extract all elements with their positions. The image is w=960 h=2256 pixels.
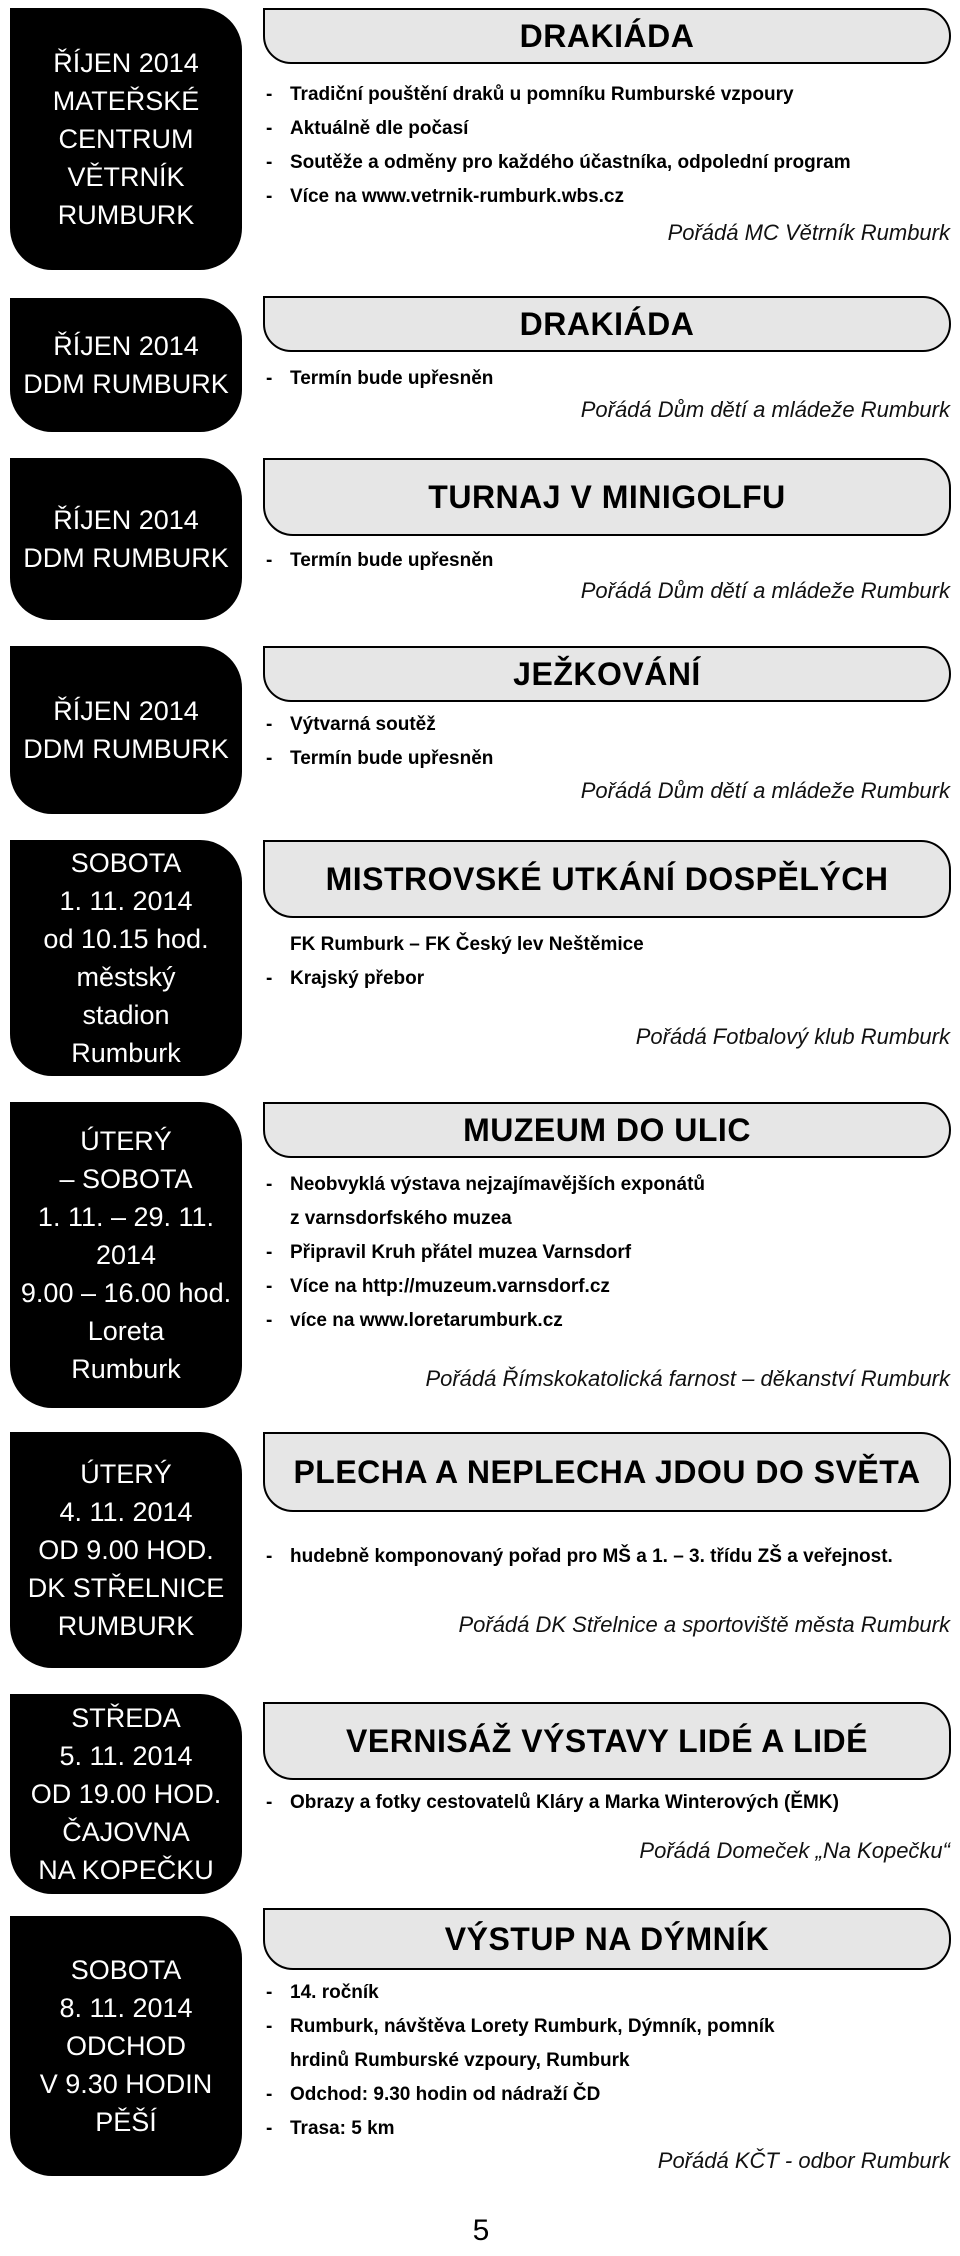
date-line: 8. 11. 2014 bbox=[59, 1993, 193, 2023]
date-line: SOBOTA bbox=[70, 1955, 182, 1985]
event-title: VERNISÁŽ VÝSTAVY LIDÉ A LIDÉ bbox=[263, 1702, 951, 1780]
date-line: RUMBURK bbox=[57, 200, 195, 230]
date-line: Rumburk bbox=[71, 1038, 181, 1068]
event-date-box bbox=[10, 1102, 242, 1408]
date-line: ČAJOVNA bbox=[62, 1817, 190, 1847]
event-title: DRAKIÁDA bbox=[263, 8, 951, 64]
date-line: 1. 11. – 29. 11. bbox=[37, 1202, 215, 1232]
detail-item: - Termín bude upřesněn bbox=[266, 742, 950, 776]
date-line: – SOBOTA bbox=[59, 1164, 193, 1194]
event-date-box bbox=[10, 646, 242, 814]
date-line: CENTRUM bbox=[58, 124, 194, 154]
date-line: 4. 11. 2014 bbox=[59, 1497, 193, 1527]
detail-item: - Více na www.vetrnik-rumburk.wbs.cz bbox=[266, 180, 950, 214]
detail-item-continued: hrdinů Rumburské vzpoury, Rumburk bbox=[290, 2050, 630, 2071]
event-date-box bbox=[10, 840, 242, 1076]
date-line: 2014 bbox=[95, 1240, 157, 1270]
date-line: městský bbox=[76, 962, 176, 992]
date-line: ODCHOD bbox=[66, 2031, 186, 2061]
detail-item: - 14. ročník bbox=[266, 1976, 950, 2010]
detail-item: - Tradiční pouštění draků u pomníku Rumburské vzpoury bbox=[266, 78, 950, 112]
date-line: ŘÍJEN 2014 bbox=[53, 331, 199, 361]
date-line: ÚTERÝ bbox=[80, 1126, 172, 1156]
date-line: od 10.15 hod. bbox=[43, 924, 209, 954]
detail-intro: FK Rumburk – FK Český lev Neštěmice bbox=[290, 934, 644, 955]
event-details bbox=[266, 1976, 950, 2146]
date-line: 1. 11. 2014 bbox=[59, 886, 193, 916]
date-line: V 9.30 HODIN bbox=[39, 2069, 213, 2099]
detail-item: - Připravil Kruh přátel muzea Varnsdorf bbox=[266, 1236, 950, 1270]
detail-item: - Neobvyklá výstava nejzajímavějších exponátů bbox=[266, 1168, 950, 1202]
date-line: NA KOPEČKU bbox=[38, 1855, 214, 1885]
event-details bbox=[266, 1168, 950, 1338]
detail-item: - Obrazy a fotky cestovatelů Kláry a Marka Winterových (ĚMK) bbox=[266, 1786, 950, 1820]
event-date-box bbox=[10, 1432, 242, 1668]
event-title: MUZEUM DO ULIC bbox=[263, 1102, 951, 1158]
date-line: 9.00 – 16.00 hod. bbox=[20, 1278, 232, 1308]
event-date-box bbox=[10, 1694, 242, 1894]
detail-item: - Odchod: 9.30 hodin od nádraží ČD bbox=[266, 2078, 950, 2112]
date-line: VĚTRNÍK bbox=[67, 162, 185, 192]
event-title: TURNAJ V MINIGOLFU bbox=[263, 458, 951, 536]
page-number: 5 bbox=[472, 2214, 490, 2247]
date-line: 5. 11. 2014 bbox=[59, 1741, 193, 1771]
detail-item-continued: z varnsdorfského muzea bbox=[290, 1208, 512, 1229]
date-line: ŘÍJEN 2014 bbox=[53, 696, 199, 726]
event-date-box bbox=[10, 298, 242, 432]
event-title: VÝSTUP NA DÝMNÍK bbox=[263, 1908, 951, 1970]
date-line: DDM RUMBURK bbox=[23, 543, 229, 573]
event-organizer: Pořádá KČT - odbor Rumburk bbox=[657, 2148, 950, 2173]
date-line: SOBOTA bbox=[70, 848, 182, 878]
event-title: MISTROVSKÉ UTKÁNÍ DOSPĚLÝCH bbox=[263, 840, 951, 918]
date-line: ŘÍJEN 2014 bbox=[53, 505, 199, 535]
event-organizer: Pořádá DK Střelnice a sportoviště města Rumburk bbox=[458, 1612, 950, 1637]
date-line: ÚTERÝ bbox=[80, 1459, 172, 1489]
event-date-box bbox=[10, 458, 242, 620]
detail-item: - hudebně komponovaný pořad pro MŠ a 1. – 3. třídu ZŠ a veřejnost. bbox=[266, 1540, 950, 1574]
event-title: PLECHA A NEPLECHA JDOU DO SVĚTA bbox=[263, 1432, 951, 1512]
date-line: MATEŘSKÉ bbox=[52, 86, 200, 116]
detail-item: - více na www.loretarumburk.cz bbox=[266, 1304, 950, 1338]
event-details bbox=[266, 1786, 950, 1820]
event-title: DRAKIÁDA bbox=[263, 296, 951, 352]
detail-item: - Trasa: 5 km bbox=[266, 2112, 950, 2146]
date-line: RUMBURK bbox=[57, 1611, 195, 1641]
detail-item: - Aktuálně dle počasí bbox=[266, 112, 950, 146]
date-line: DDM RUMBURK bbox=[23, 369, 229, 399]
event-organizer: Pořádá Domeček „Na Kopečku“ bbox=[639, 1838, 950, 1863]
detail-item: - Rumburk, návštěva Lorety Rumburk, Dýmník, pomník bbox=[266, 2010, 950, 2044]
event-date-box bbox=[10, 8, 242, 270]
event-details bbox=[266, 708, 950, 776]
detail-item: - Soutěže a odměny pro každého účastníka, odpolední program bbox=[266, 146, 950, 180]
date-line: STŘEDA bbox=[71, 1703, 181, 1733]
date-line: DK STŘELNICE bbox=[27, 1573, 225, 1603]
detail-item: - Termín bude upřesněn bbox=[266, 362, 950, 396]
event-details bbox=[266, 362, 950, 396]
date-line: OD 19.00 HOD. bbox=[30, 1779, 222, 1809]
detail-item: - Termín bude upřesněn bbox=[266, 544, 950, 578]
event-details bbox=[266, 544, 950, 578]
date-line: Loreta bbox=[87, 1316, 165, 1346]
date-line: DDM RUMBURK bbox=[23, 734, 229, 764]
detail-item: - Krajský přebor bbox=[266, 962, 950, 996]
date-line: ŘÍJEN 2014 bbox=[53, 48, 199, 78]
date-line: PĚŠÍ bbox=[95, 2107, 157, 2137]
date-line: Rumburk bbox=[71, 1354, 181, 1384]
event-organizer: Pořádá Římskokatolická farnost – děkanství Rumburk bbox=[425, 1366, 950, 1391]
event-details bbox=[266, 78, 950, 214]
event-details bbox=[266, 928, 950, 996]
event-organizer: Pořádá MC Větrník Rumburk bbox=[667, 220, 950, 245]
date-line: stadion bbox=[82, 1000, 170, 1030]
event-organizer: Pořádá Dům dětí a mládeže Rumburk bbox=[580, 397, 950, 422]
event-details bbox=[266, 1540, 950, 1574]
event-organizer: Pořádá Fotbalový klub Rumburk bbox=[635, 1024, 950, 1049]
event-date-box bbox=[10, 1916, 242, 2176]
event-title: JEŽKOVÁNÍ bbox=[263, 646, 951, 702]
date-line: OD 9.00 HOD. bbox=[38, 1535, 214, 1565]
detail-item: - Více na http://muzeum.varnsdorf.cz bbox=[266, 1270, 950, 1304]
event-organizer: Pořádá Dům dětí a mládeže Rumburk bbox=[580, 778, 950, 803]
event-organizer: Pořádá Dům dětí a mládeže Rumburk bbox=[580, 578, 950, 603]
detail-item: - Výtvarná soutěž bbox=[266, 708, 950, 742]
